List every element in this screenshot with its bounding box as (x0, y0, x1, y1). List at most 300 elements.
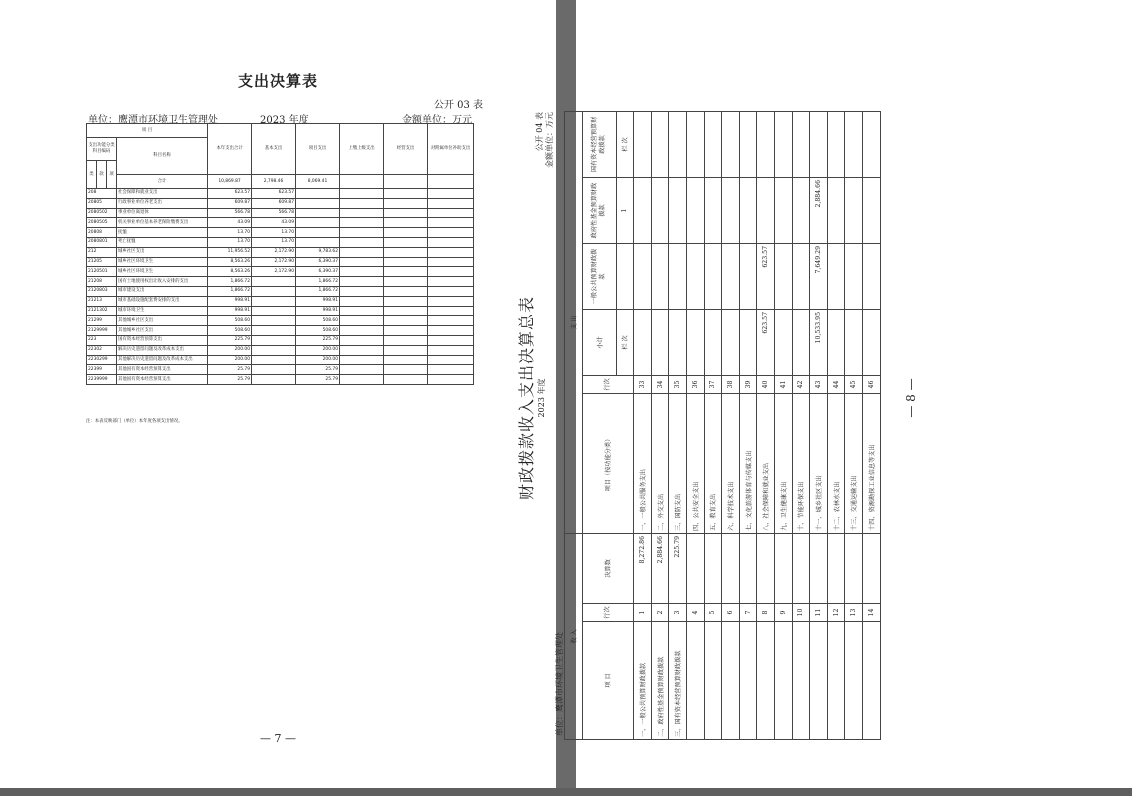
row-code: 22302 (87, 345, 117, 355)
table-row (634, 111, 652, 739)
table-row (774, 111, 792, 739)
income-line-no: 10 (792, 604, 810, 622)
expense-subtotal: 10,533.95 (810, 309, 828, 375)
row-basic (252, 345, 296, 355)
page-8 (517, 0, 1132, 788)
table-row (87, 355, 474, 365)
row-name: 城乡社区环境卫生 (117, 267, 208, 277)
empty-cell (384, 296, 428, 306)
page-number: — 7 — (260, 732, 296, 745)
header-code: 支出功能分类科目编码 (87, 138, 117, 161)
header-hang-ex: 行次 (582, 375, 634, 393)
empty-cell (384, 365, 428, 375)
rotated-content (456, 0, 1012, 796)
table-row (757, 111, 775, 739)
row-total: 13.70 (208, 228, 252, 238)
income-value (862, 533, 880, 603)
row-project: 9,783.62 (296, 247, 340, 257)
expense-line-no: 39 (739, 375, 757, 393)
row-basic (252, 375, 296, 385)
header-hang-in: 行次 (582, 604, 634, 622)
empty-cell (340, 208, 384, 218)
income-value: 2,884.66 (651, 533, 669, 603)
header-business: 经营支出 (384, 124, 428, 175)
row-basic: 13.70 (252, 228, 296, 238)
table-row (87, 208, 474, 218)
empty-cell (384, 237, 428, 247)
total-project: 8,069.41 (296, 175, 340, 189)
expense-subtotal (827, 309, 845, 375)
income-item: 一、一般公共预算财政拨款 (634, 622, 652, 740)
expense-table (86, 123, 474, 385)
expense-state-capital (704, 111, 722, 177)
header-basic: 基本支出 (252, 124, 296, 175)
income-item (722, 622, 740, 740)
row-code: 223 (87, 335, 117, 345)
expense-item: 七、文化旅游体育与传媒支出 (739, 393, 757, 533)
expense-state-capital (810, 111, 828, 177)
expense-item: 九、卫生健康支出 (774, 393, 792, 533)
table-row (686, 111, 704, 739)
row-code: 2120501 (87, 267, 117, 277)
table-row (87, 247, 474, 257)
page-title: 支出决算表 (237, 72, 318, 90)
income-line-no: 5 (704, 604, 722, 622)
table-row (651, 111, 669, 739)
expense-general: 7,649.29 (810, 243, 828, 309)
expense-line-no: 37 (704, 375, 722, 393)
income-line-no: 11 (810, 604, 828, 622)
expense-general: 623.57 (757, 243, 775, 309)
expense-general (634, 243, 652, 309)
income-value (757, 533, 775, 603)
row-code: 2120803 (87, 286, 117, 296)
row-basic (252, 286, 296, 296)
expense-item: 十二、农林水支出 (827, 393, 845, 533)
income-item: 二、政府性基金预算财政拨款 (651, 622, 669, 740)
table-row (862, 111, 880, 739)
row-total: 609.87 (208, 198, 252, 208)
row-basic: 2,172.90 (252, 267, 296, 277)
income-line-no: 7 (739, 604, 757, 622)
row-project: 998.91 (296, 306, 340, 316)
total-amount: 10,869.87 (208, 175, 252, 189)
expense-state-capital (651, 111, 669, 177)
empty-cell (340, 375, 384, 385)
row-basic (252, 355, 296, 365)
row-total: 8,563.26 (208, 257, 252, 267)
row-project: 200.00 (296, 355, 340, 365)
income-value: 225.79 (669, 533, 687, 603)
empty-cell (384, 218, 428, 228)
table-row (739, 111, 757, 739)
table-row (87, 218, 474, 228)
table-row (845, 111, 863, 739)
row-total: 200.00 (208, 355, 252, 365)
row-total: 11,956.52 (208, 247, 252, 257)
row-basic: 13.70 (252, 237, 296, 247)
row-total: 25.79 (208, 365, 252, 375)
empty-cell (340, 335, 384, 345)
expense-gov-fund (774, 177, 792, 243)
row-project: 6,390.37 (296, 257, 340, 267)
expense-gov-fund (757, 177, 775, 243)
header-general: 一般公共预算财政拨款 (582, 243, 616, 309)
expense-state-capital (845, 111, 863, 177)
expense-gov-fund (704, 177, 722, 243)
empty-cell (340, 277, 384, 287)
empty-cell (340, 247, 384, 257)
expense-general (774, 243, 792, 309)
expense-state-capital (757, 111, 775, 177)
row-basic (252, 316, 296, 326)
expense-general (862, 243, 880, 309)
row-name: 城市环境卫生 (117, 306, 208, 316)
header-item-func: 项目（按功能分类） (582, 393, 634, 533)
income-line-no: 14 (862, 604, 880, 622)
row-name: 事业单位离退休 (117, 208, 208, 218)
row-basic: 566.78 (252, 208, 296, 218)
expense-state-capital (774, 111, 792, 177)
table-row (87, 189, 474, 199)
header-expense: 支 出 (565, 111, 583, 533)
empty-cell (340, 257, 384, 267)
row-total: 8,563.26 (208, 267, 252, 277)
expense-item: 十一、城乡社区支出 (810, 393, 828, 533)
expense-item: 十三、交通运输支出 (845, 393, 863, 533)
form-number: 公开 03 表 (433, 100, 483, 111)
income-line-no: 1 (634, 604, 652, 622)
row-name: 其他解决历史遗留问题及改革成本支出 (117, 355, 208, 365)
row-code: 22399 (87, 365, 117, 375)
row-name: 机关事业单位基本养老保险缴费支出 (117, 218, 208, 228)
row-total: 13.70 (208, 237, 252, 247)
row-project: 1,866.72 (296, 277, 340, 287)
expense-state-capital (669, 111, 687, 177)
expense-subtotal (845, 309, 863, 375)
table-row (87, 257, 474, 267)
row-name: 城乡社区支出 (117, 247, 208, 257)
row-total: 508.60 (208, 326, 252, 336)
expense-general (704, 243, 722, 309)
expense-item: 六、科学技术支出 (722, 393, 740, 533)
empty-cell (340, 228, 384, 238)
income-value (774, 533, 792, 603)
income-value (827, 533, 845, 603)
row-project: 508.60 (296, 316, 340, 326)
empty-cell (340, 198, 384, 208)
income-value: 8,272.86 (634, 533, 652, 603)
expense-general (827, 243, 845, 309)
expense-general (739, 243, 757, 309)
expense-line-no: 45 (845, 375, 863, 393)
row-name: 城市基础设施配套费安排的支出 (117, 296, 208, 306)
income-item (704, 622, 722, 740)
row-code: 21205 (87, 257, 117, 267)
expense-general (651, 243, 669, 309)
header-subsidiary: 对附属单位补助支出 (428, 124, 474, 175)
income-value (704, 533, 722, 603)
report-year: 2023 年度 (537, 378, 546, 418)
empty-cell (340, 306, 384, 316)
row-name: 国有土地使用权出让收入安排的支出 (117, 277, 208, 287)
expense-subtotal: 623.57 (757, 309, 775, 375)
row-project: 508.60 (296, 326, 340, 336)
expense-line-no: 41 (774, 375, 792, 393)
row-code: 2239999 (87, 375, 117, 385)
row-name: 其他国有资本经营预算支出 (117, 375, 208, 385)
income-value (739, 533, 757, 603)
row-basic: 2,172.90 (252, 247, 296, 257)
row-total: 623.57 (208, 189, 252, 199)
table-row (87, 335, 474, 345)
table-row (87, 326, 474, 336)
amount-unit: 金额单位：万元 (402, 115, 472, 126)
income-item (845, 622, 863, 740)
expense-line-no: 33 (634, 375, 652, 393)
empty-cell (340, 267, 384, 277)
expense-state-capital (686, 111, 704, 177)
row-code: 2080505 (87, 218, 117, 228)
expense-state-capital (827, 111, 845, 177)
row-name: 行政事业单位养老支出 (117, 198, 208, 208)
header-kuan: 款 (97, 161, 107, 189)
row-project: 200.00 (296, 345, 340, 355)
row-code: 2080801 (87, 237, 117, 247)
empty-cell (340, 189, 384, 199)
empty-cell (384, 277, 428, 287)
expense-subtotal (634, 309, 652, 375)
expense-subtotal (792, 309, 810, 375)
expense-gov-fund (827, 177, 845, 243)
empty-cell (384, 189, 428, 199)
expense-gov-fund: 2,884.66 (810, 177, 828, 243)
row-name: 社会保障和就业支出 (117, 189, 208, 199)
expense-item: 八、社会保障和就业支出 (757, 393, 775, 533)
expense-line-no: 34 (651, 375, 669, 393)
row-basic: 2,172.90 (252, 257, 296, 267)
amount-unit: 金额单位：万元 (545, 112, 554, 168)
expense-subtotal (862, 309, 880, 375)
income-item (862, 622, 880, 740)
row-basic (252, 277, 296, 287)
row-basic (252, 326, 296, 336)
row-basic: 609.87 (252, 198, 296, 208)
table-row (87, 286, 474, 296)
row-total: 43.09 (208, 218, 252, 228)
expense-gov-fund (651, 177, 669, 243)
income-item: 三、国有资本经营预算财政拨款 (669, 622, 687, 740)
row-project: 6,390.37 (296, 267, 340, 277)
expense-gov-fund (669, 177, 687, 243)
expense-item: 三、国防支出 (669, 393, 687, 533)
row-project: 998.91 (296, 296, 340, 306)
unit-name: 单位：鹰潭市环境卫生管理处 (555, 632, 564, 736)
empty-cell (340, 355, 384, 365)
page-title: 财政拨款收入支出决算总表 (517, 296, 536, 501)
page-number: — 8 — (904, 378, 918, 418)
expense-line-no: 38 (722, 375, 740, 393)
row-name: 死亡抚恤 (117, 237, 208, 247)
empty-cell (384, 345, 428, 355)
row-name: 其他城乡社区支出 (117, 326, 208, 336)
header-xiang: 项 (107, 161, 117, 189)
row-project (296, 198, 340, 208)
expense-general (722, 243, 740, 309)
row-basic (252, 335, 296, 345)
empty-cell (384, 228, 428, 238)
expense-item: 十、节能环保支出 (792, 393, 810, 533)
income-line-no: 13 (845, 604, 863, 622)
empty-cell (340, 286, 384, 296)
income-line-no: 3 (669, 604, 687, 622)
row-basic: 43.09 (252, 218, 296, 228)
expense-general (686, 243, 704, 309)
row-project: 25.79 (296, 365, 340, 375)
row-basic: 623.57 (252, 189, 296, 199)
row-code: 2080502 (87, 208, 117, 218)
row-total: 998.91 (208, 296, 252, 306)
row-code: 20805 (87, 198, 117, 208)
table-row (87, 267, 474, 277)
expense-item: 五、教育支出 (704, 393, 722, 533)
col-no-1: 1 (616, 177, 634, 243)
header-lei: 类 (87, 161, 97, 189)
row-total: 1,866.72 (208, 286, 252, 296)
header-xiaoji: 小计 (582, 309, 616, 375)
table-row (722, 111, 740, 739)
income-value (845, 533, 863, 603)
summary-table (564, 111, 881, 740)
empty-cell (384, 286, 428, 296)
income-item (810, 622, 828, 740)
table-row (87, 365, 474, 375)
expense-subtotal (704, 309, 722, 375)
row-total: 225.79 (208, 335, 252, 345)
row-project (296, 218, 340, 228)
row-project: 25.79 (296, 375, 340, 385)
header-lanci-ex: 栏 次 (616, 111, 634, 177)
form-number: 公开 04 表 (535, 112, 544, 152)
expense-line-no: 36 (686, 375, 704, 393)
empty-cell (340, 237, 384, 247)
income-value (810, 533, 828, 603)
empty-cell (384, 257, 428, 267)
header-lanci: 栏 次 (616, 309, 634, 375)
income-item (827, 622, 845, 740)
table-row (87, 228, 474, 238)
empty-cell (384, 198, 428, 208)
expense-state-capital (862, 111, 880, 177)
row-code: 21208 (87, 277, 117, 287)
expense-line-no: 40 (757, 375, 775, 393)
income-item (774, 622, 792, 740)
row-code: 20808 (87, 228, 117, 238)
row-name: 解决历史遗留问题及改革成本支出 (117, 345, 208, 355)
row-total: 508.60 (208, 316, 252, 326)
income-item (757, 622, 775, 740)
expense-general (669, 243, 687, 309)
expense-state-capital (722, 111, 740, 177)
expense-gov-fund (862, 177, 880, 243)
row-basic (252, 296, 296, 306)
row-name: 城乡社区环境卫生 (117, 257, 208, 267)
expense-subtotal (774, 309, 792, 375)
row-project: 225.79 (296, 335, 340, 345)
row-code: 2230299 (87, 355, 117, 365)
row-code: 2121302 (87, 306, 117, 316)
header-state-capital: 国有资本经营预算财政拨款 (582, 111, 616, 177)
empty-cell (384, 208, 428, 218)
header-heji: 合计 (117, 175, 208, 189)
row-name: 国有资本经营预算支出 (117, 335, 208, 345)
row-project: 1,866.72 (296, 286, 340, 296)
table-row (704, 111, 722, 739)
expense-subtotal (686, 309, 704, 375)
empty-cell (384, 306, 428, 316)
income-value (686, 533, 704, 603)
expense-line-no: 46 (862, 375, 880, 393)
expense-item: 十四、资源勘探工业信息等支出 (862, 393, 880, 533)
income-value (792, 533, 810, 603)
row-total: 200.00 (208, 345, 252, 355)
row-total: 1,866.72 (208, 277, 252, 287)
expense-gov-fund (739, 177, 757, 243)
row-name: 抚恤 (117, 228, 208, 238)
empty-cell (384, 375, 428, 385)
income-item (686, 622, 704, 740)
expense-gov-fund (634, 177, 652, 243)
total-basic: 2,798.46 (252, 175, 296, 189)
header-name: 科目名称 (117, 138, 208, 175)
income-line-no: 12 (827, 604, 845, 622)
expense-line-no: 42 (792, 375, 810, 393)
table-row (87, 237, 474, 247)
empty-cell (340, 296, 384, 306)
unit-name: 单位：鹰潭市环境卫生管理处 (88, 115, 218, 126)
empty-cell (340, 218, 384, 228)
empty-cell (384, 267, 428, 277)
empty-cell (384, 247, 428, 257)
table-row (87, 198, 474, 208)
row-total: 998.91 (208, 306, 252, 316)
row-code: 21299 (87, 316, 117, 326)
expense-line-no: 44 (827, 375, 845, 393)
row-code: 208 (87, 189, 117, 199)
table-row (87, 306, 474, 316)
row-project (296, 237, 340, 247)
row-name: 城市建设支出 (117, 286, 208, 296)
table-row (87, 375, 474, 385)
expense-subtotal (651, 309, 669, 375)
income-value (722, 533, 740, 603)
row-basic (252, 306, 296, 316)
row-code: 2129999 (87, 326, 117, 336)
table-row (87, 345, 474, 355)
empty-cell (340, 316, 384, 326)
expense-line-no: 35 (669, 375, 687, 393)
empty-cell (340, 365, 384, 375)
table-row (87, 316, 474, 326)
table-row (792, 111, 810, 739)
row-project (296, 208, 340, 218)
empty-cell (340, 345, 384, 355)
expense-state-capital (792, 111, 810, 177)
report-year: 2023 年度 (260, 115, 309, 126)
row-project (296, 189, 340, 199)
expense-gov-fund (792, 177, 810, 243)
header-item: 项 目 (582, 622, 634, 740)
